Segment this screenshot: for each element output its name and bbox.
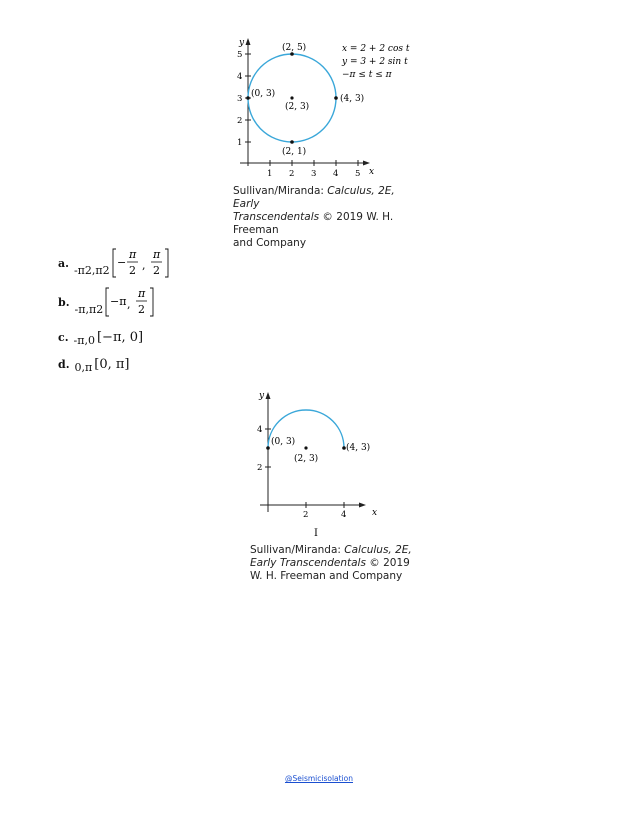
option-d[interactable] xyxy=(58,355,130,374)
y-tick-label: 1 xyxy=(237,138,243,148)
interval-left: −π xyxy=(110,295,127,308)
frac-sign: − xyxy=(116,256,126,269)
y-axis-arrow xyxy=(266,392,271,399)
point-label-right: (4, 3) xyxy=(346,443,371,453)
parametric-equations xyxy=(341,44,410,80)
option-b[interactable] xyxy=(58,286,161,318)
option-letter: a. xyxy=(58,256,69,270)
option-alt-text: -π2,π2 xyxy=(73,263,110,277)
frac-den: 2 xyxy=(152,264,160,277)
y-axis-label: y xyxy=(259,391,265,401)
option-c-interval: [−π, 0] xyxy=(96,330,144,345)
point-center xyxy=(304,446,307,449)
figure1-caption xyxy=(233,185,423,250)
x-tick-label: 4 xyxy=(341,510,347,520)
y-tick-label: 3 xyxy=(237,94,243,104)
figure2-caption xyxy=(250,544,440,583)
point-right xyxy=(334,96,338,100)
point-label-bottom: (2, 1) xyxy=(282,147,307,157)
point-left xyxy=(266,446,270,450)
option-letter: c. xyxy=(58,331,69,344)
frac-num: π xyxy=(152,248,160,261)
option-c[interactable] xyxy=(58,328,143,347)
frac-den: 2 xyxy=(128,264,136,277)
caption-italic: Calculus, 2E, Early xyxy=(233,185,395,210)
option-alt-text: -π,π2 xyxy=(74,302,104,316)
x-tick-label: 2 xyxy=(303,510,309,520)
x-tick-label: 1 xyxy=(267,169,273,179)
x-tick-label: 2 xyxy=(289,169,295,179)
point-label-center: (2, 3) xyxy=(285,102,310,112)
option-alt-text: -π,0 xyxy=(73,334,95,347)
x-tick-label: 5 xyxy=(355,169,361,179)
caption-line: © 2019 xyxy=(365,557,410,569)
x-axis-label: x xyxy=(369,167,375,177)
option-alt-text: 0,π xyxy=(74,361,93,374)
option-b-interval xyxy=(105,286,161,318)
caption-line: W. H. Freeman and Company xyxy=(250,570,403,582)
point-label-left: (0, 3) xyxy=(271,437,296,447)
parameter-range: −π ≤ t ≤ π xyxy=(342,70,392,80)
interval-sep: , xyxy=(141,259,146,272)
option-a[interactable] xyxy=(58,247,174,279)
point-bottom xyxy=(290,140,294,144)
point-label-top: (2, 5) xyxy=(282,43,307,53)
y-tick-label: 2 xyxy=(237,116,243,126)
y-axis-label: y xyxy=(239,38,245,48)
x-tick-label: 3 xyxy=(311,169,317,179)
y-tick-label: 2 xyxy=(257,463,263,473)
option-letter: d. xyxy=(58,358,70,371)
interval-sep: , xyxy=(127,298,131,311)
point-center xyxy=(290,96,293,99)
caption-line: © 2019 W. H. Freeman xyxy=(233,211,394,236)
point-label-left: (0, 3) xyxy=(251,89,276,99)
equation-x: x = 2 + 2 cos t xyxy=(342,44,410,54)
option-letter: b. xyxy=(58,295,70,309)
y-axis-arrow xyxy=(246,38,251,45)
y-tick-label: 4 xyxy=(257,425,263,435)
frac-num: π xyxy=(128,248,136,261)
x-axis-label: x xyxy=(372,508,378,518)
figure-label: I xyxy=(314,528,318,538)
caption-italic: Transcendentals xyxy=(233,211,320,223)
figure-semicircle xyxy=(250,388,390,538)
caption-line: Sullivan/Miranda: xyxy=(250,544,345,556)
figure-full-circle xyxy=(230,36,430,184)
point-left xyxy=(246,96,250,100)
caption-line: and Company xyxy=(233,237,307,249)
caption-italic: Calculus, 2E, xyxy=(344,544,412,556)
x-tick-label: 4 xyxy=(333,169,339,179)
point-label-center: (2, 3) xyxy=(294,454,319,464)
caption-line: Sullivan/Miranda: xyxy=(233,185,328,197)
equation-y: y = 3 + 2 sin t xyxy=(342,57,408,67)
y-tick-label: 5 xyxy=(237,50,243,60)
x-axis-arrow xyxy=(359,503,366,508)
watermark-link[interactable]: @Seismicisolation xyxy=(284,774,353,783)
point-label-right: (4, 3) xyxy=(340,94,365,104)
frac-num: π xyxy=(138,287,146,300)
option-d-interval: [0, π] xyxy=(94,357,130,372)
option-a-interval xyxy=(112,247,174,279)
caption-italic: Early Transcendentals xyxy=(250,557,366,569)
y-tick-label: 4 xyxy=(237,72,243,82)
x-axis-arrow xyxy=(363,161,370,166)
frac-den: 2 xyxy=(138,303,146,316)
